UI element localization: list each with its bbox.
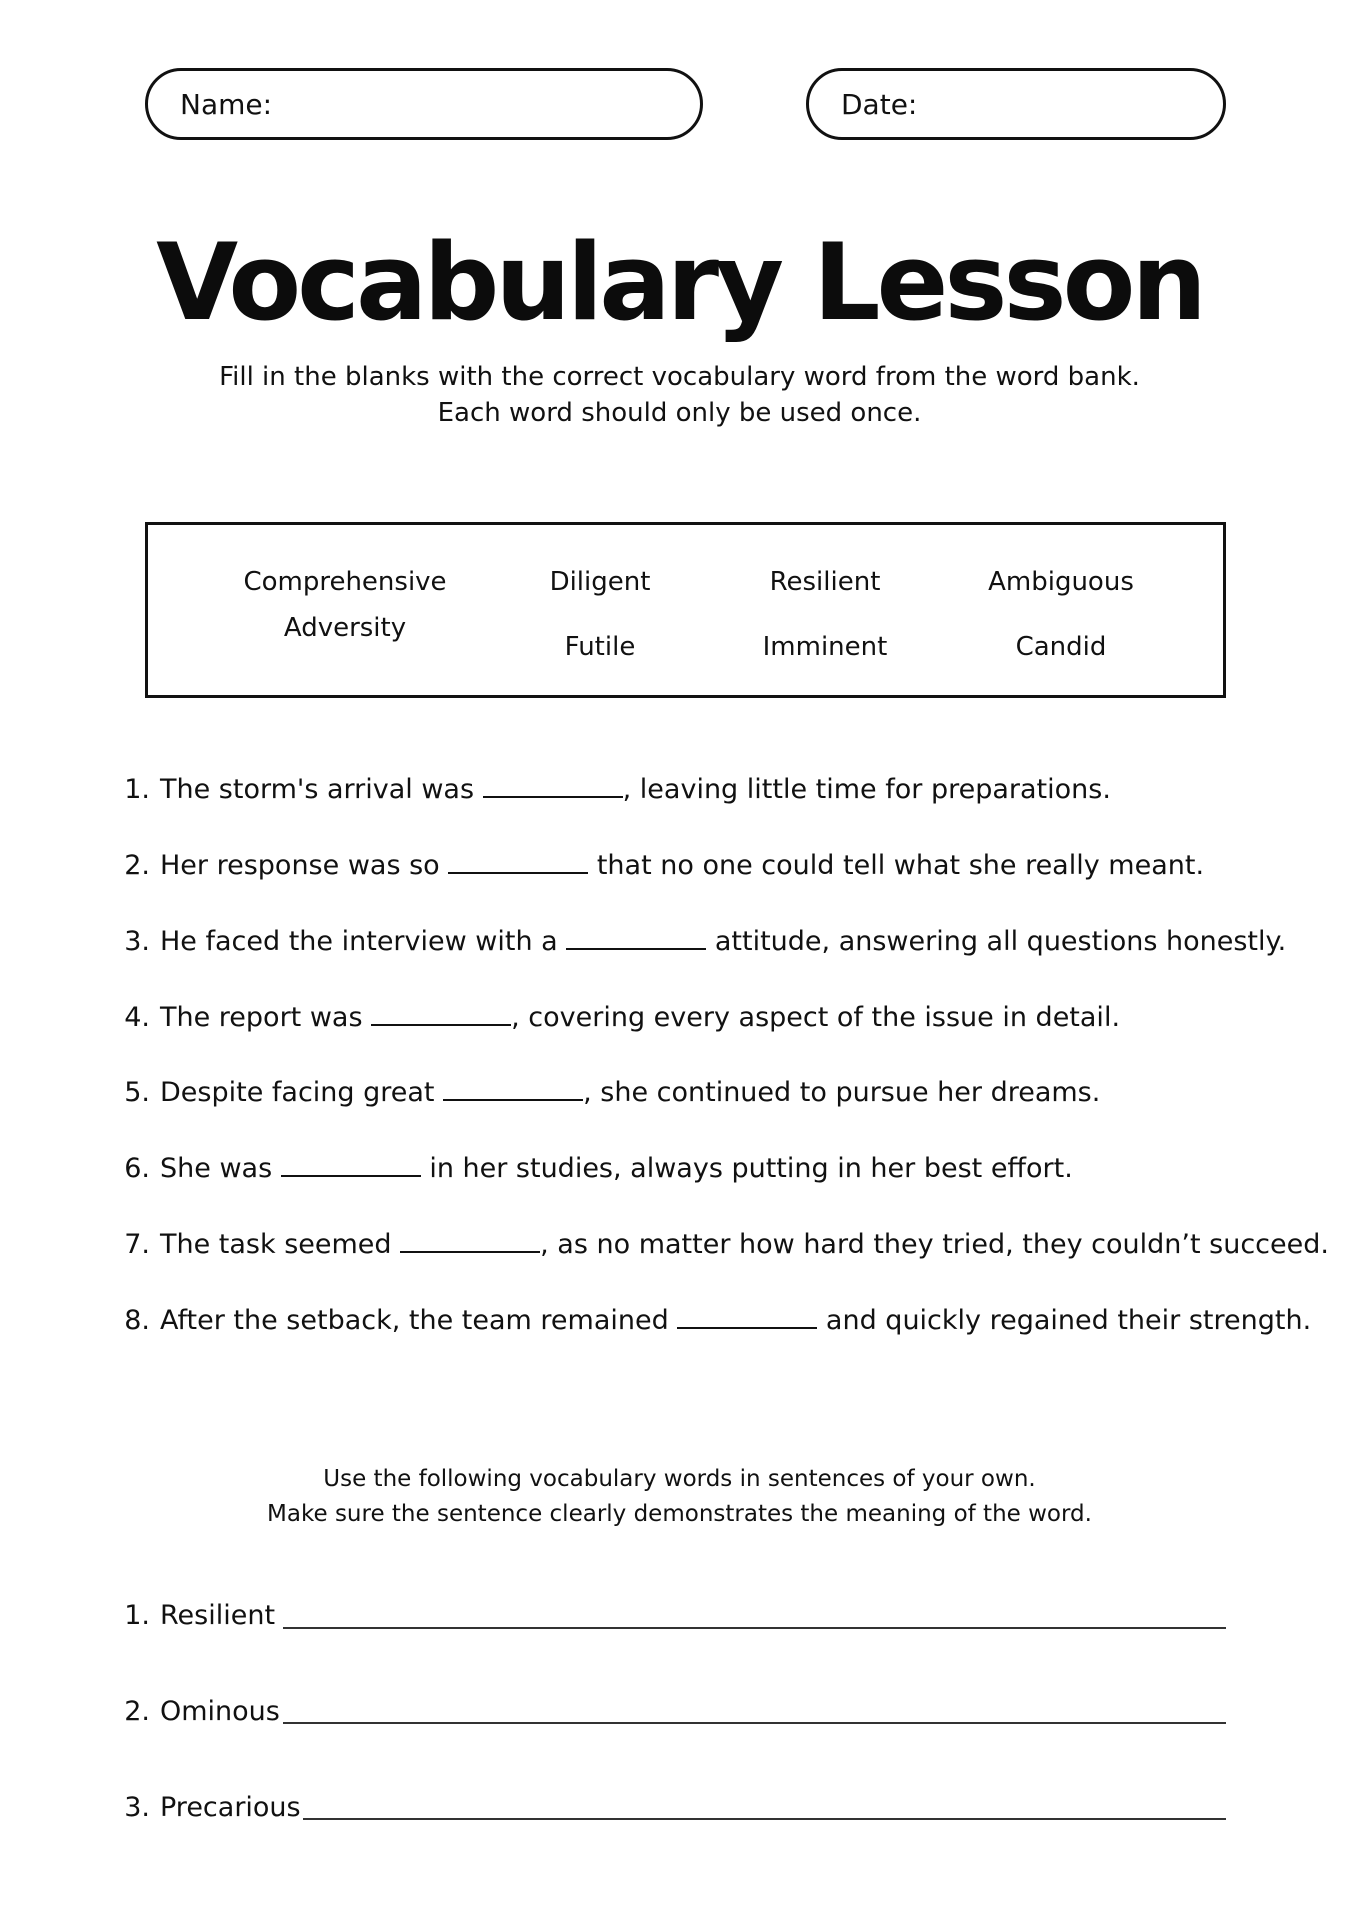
fill-in-item [110, 1000, 1120, 1036]
sentence-end: , as no matter how hard they tried, they couldn’t succeed. [540, 1229, 1329, 1260]
sentence-end: in her studies, always putting in her best effort. [420, 1153, 1073, 1184]
vocab-word: Precarious [160, 1792, 301, 1823]
word-bank-word: Ambiguous [988, 567, 1134, 597]
name-label: Name: [180, 87, 273, 121]
name-field[interactable] [145, 68, 703, 140]
item-number: 3. [124, 1792, 150, 1823]
answer-blank[interactable] [400, 1227, 540, 1253]
fill-in-item [110, 848, 1204, 884]
item-number: 1. [124, 774, 150, 805]
item-number: 8. [124, 1305, 150, 1336]
sentence-start: She was [160, 1153, 281, 1184]
sentence-end: that no one could tell what she really meant. [588, 850, 1205, 881]
answer-blank[interactable] [483, 772, 623, 798]
instructions-line-2: Each word should only be used once. [437, 398, 922, 428]
word-bank-word: Resilient [769, 567, 881, 597]
item-number: 4. [124, 1002, 150, 1033]
item-number: 3. [124, 926, 150, 957]
sentence-end: , covering every aspect of the issue in detail. [511, 1002, 1121, 1033]
vocab-word: Resilient [160, 1600, 276, 1631]
fill-in-item [110, 1227, 1329, 1263]
word-bank-word: Candid [1015, 632, 1107, 662]
date-label: Date: [841, 87, 918, 121]
answer-blank[interactable] [281, 1151, 421, 1177]
sentence-start: Despite facing great [160, 1077, 444, 1108]
fill-in-item [110, 772, 1111, 808]
fill-in-item [110, 1151, 1073, 1187]
writing-line[interactable] [283, 1722, 1226, 1724]
item-number: 6. [124, 1153, 150, 1184]
instructions-line-1: Fill in the blanks with the correct vocabulary word from the word bank. [219, 362, 1140, 392]
page-title: Vocabulary Lesson [156, 221, 1203, 344]
sentence-start: The storm's arrival was [160, 774, 483, 805]
item-number: 5. [124, 1077, 150, 1108]
instructions [0, 359, 1359, 431]
sentence-start: He faced the interview with a [160, 926, 567, 957]
sentence-end: and quickly regained their strength. [817, 1305, 1312, 1336]
item-number: 7. [124, 1229, 150, 1260]
sentence-item [110, 1790, 301, 1826]
sentence-instructions [0, 1462, 1359, 1532]
answer-blank[interactable] [448, 848, 588, 874]
sentence-item [110, 1694, 280, 1730]
date-field[interactable] [806, 68, 1226, 140]
answer-blank[interactable] [566, 924, 706, 950]
writing-line[interactable] [303, 1818, 1226, 1820]
word-bank-word: Diligent [549, 567, 651, 597]
sentence-end: , leaving little time for preparations. [622, 774, 1111, 805]
sentence-end: attitude, answering all questions honestly. [706, 926, 1287, 957]
sentence-start: The report was [160, 1002, 372, 1033]
sentence-start: After the setback, the team remained [160, 1305, 678, 1336]
sentence-start: Her response was so [160, 850, 449, 881]
sentence-item [110, 1598, 275, 1634]
vocab-word: Ominous [160, 1696, 280, 1727]
sentence-instructions-line-2: Make sure the sentence clearly demonstrates the meaning of the word. [267, 1501, 1092, 1527]
word-bank-word: Adversity [283, 613, 407, 643]
word-bank [145, 522, 1226, 698]
word-bank-word: Futile [564, 632, 636, 662]
item-number: 2. [124, 1696, 150, 1727]
item-number: 2. [124, 850, 150, 881]
fill-in-item [110, 1303, 1311, 1339]
writing-line[interactable] [283, 1627, 1226, 1629]
fill-in-item [110, 1075, 1100, 1111]
word-bank-word: Comprehensive [243, 567, 447, 597]
sentence-instructions-line-1: Use the following vocabulary words in sentences of your own. [323, 1466, 1036, 1492]
answer-blank[interactable] [677, 1303, 817, 1329]
answer-blank[interactable] [371, 1000, 511, 1026]
item-number: 1. [124, 1600, 150, 1631]
word-bank-word: Imminent [762, 632, 888, 662]
sentence-start: The task seemed [160, 1229, 401, 1260]
fill-in-item [110, 924, 1286, 960]
answer-blank[interactable] [443, 1075, 583, 1101]
sentence-end: , she continued to pursue her dreams. [583, 1077, 1101, 1108]
